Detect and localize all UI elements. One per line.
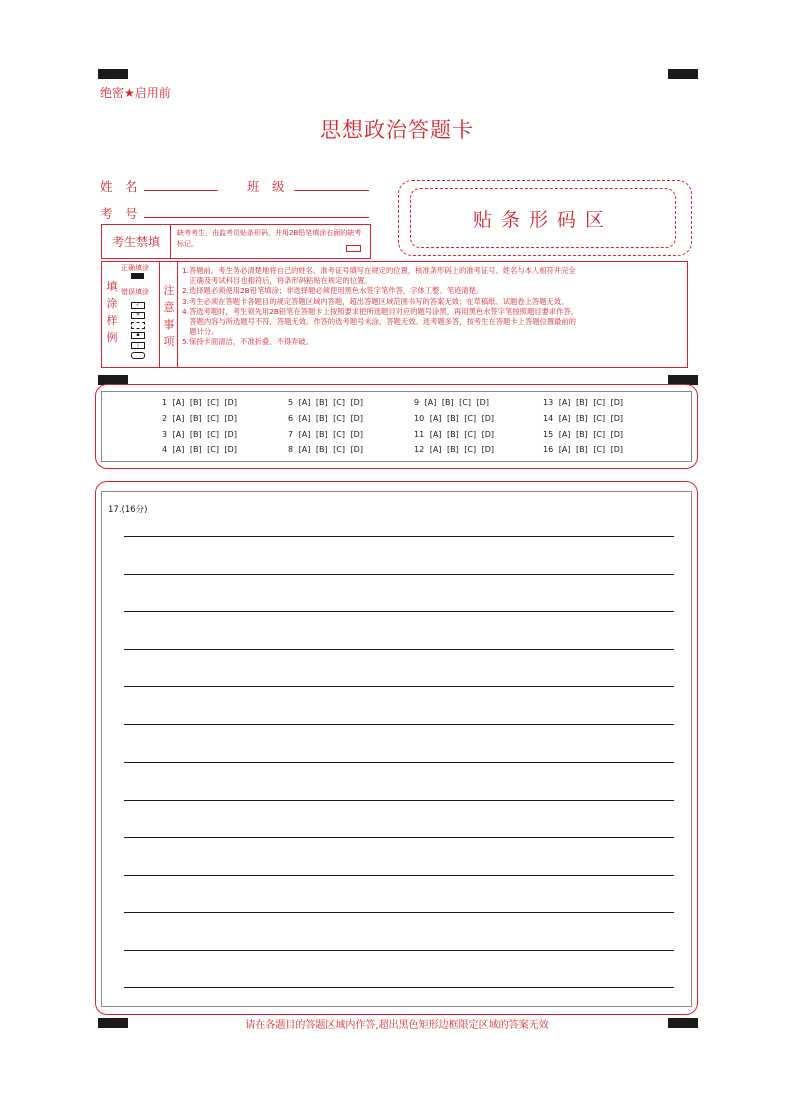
barcode-label: 贴条形码区 [472, 208, 613, 231]
forbidden-label: 考生禁填 [102, 225, 171, 258]
correct-fill-sample [131, 273, 144, 279]
wrong-fill-label: 错误填涂 [121, 288, 149, 296]
wrong-fill-check: ✓ [131, 302, 145, 309]
choice-row[interactable]: 11 [A] [B] [C] [D] [414, 430, 495, 439]
name-field[interactable] [144, 190, 218, 191]
answer-section-border [101, 491, 692, 1007]
answer-line[interactable] [124, 686, 674, 687]
choice-row[interactable]: 13 [A] [B] [C] [D] [543, 398, 624, 407]
question-17-label: 17.(16分) [108, 505, 148, 515]
answer-line[interactable] [124, 837, 674, 838]
answer-line[interactable] [124, 574, 674, 575]
class-field[interactable] [294, 190, 369, 191]
forbidden-text: 缺考考生，由监考员贴条形码，并用2B铅笔填涂右面的缺考标记。 [177, 229, 362, 248]
answer-line[interactable] [124, 800, 674, 801]
fill-example-heading: 填 涂 样 例 [106, 280, 118, 344]
choice-row[interactable]: 9 [A] [B] [C] [D] [414, 398, 489, 407]
choice-row[interactable]: 6 [A] [B] [C] [D] [288, 414, 363, 423]
choice-row[interactable]: 16 [A] [B] [C] [D] [543, 445, 624, 454]
choice-row[interactable]: 3 [A] [B] [C] [D] [162, 430, 237, 439]
notice-box [101, 261, 688, 368]
choice-row[interactable]: 10 [A] [B] [C] [D] [414, 414, 495, 423]
choice-row[interactable]: 7 [A] [B] [C] [D] [288, 430, 363, 439]
choice-row[interactable]: 15 [A] [B] [C] [D] [543, 430, 624, 439]
choice-row[interactable]: 4 [A] [B] [C] [D] [162, 445, 237, 454]
answer-line[interactable] [124, 536, 674, 537]
notice-item: 正确及考试科目也相符后，将条形码粘贴在规定的位置。 [182, 276, 372, 286]
exam-id-field[interactable] [144, 217, 369, 218]
secret-label: 绝密★启用前 [100, 86, 171, 100]
notice-item: 答题内容与所选题号不符，答题无效。作答的选考题号未涂，答题无效。选考题多答，按考生在答题卡上答题位置最前的 [182, 317, 577, 327]
answer-line[interactable] [124, 912, 674, 913]
choice-row[interactable]: 8 [A] [B] [C] [D] [288, 445, 363, 454]
footer-note: 请在各题目的答题区域内作答,超出黑色矩形边框限定区域的答案无效 [245, 1020, 549, 1031]
timing-mark [98, 69, 128, 79]
barcode-area [410, 188, 676, 248]
notice-item: 题计分。 [182, 327, 219, 337]
timing-mark [668, 69, 698, 79]
choice-row[interactable]: 14 [A] [B] [C] [D] [543, 414, 624, 423]
choice-row[interactable]: 1 [A] [B] [C] [D] [162, 398, 237, 407]
wrong-fill-line: | [131, 342, 145, 349]
answer-line[interactable] [124, 649, 674, 650]
notice-item: 5.保持卡面清洁，不准折叠、不得弄破。 [182, 337, 314, 347]
exam-id-label: 考 号 [100, 206, 138, 221]
answer-line[interactable] [124, 875, 674, 876]
notice-item: 2.选择题必须使用2B铅笔填涂；非选择题必须使用黑色水签字笔作答，字体工整、笔迹清楚。 [182, 286, 484, 296]
answer-line[interactable] [124, 724, 674, 725]
notice-item: 1.答题前，考生务必清楚地将自己的姓名、准考证号填写在规定的位置，核准条形码上的准考证号、姓名与本人相符并完全 [182, 266, 576, 275]
notice-item: 3.考生必须在答题卡各题目的规定答题区域内答题，超出答题区域范围书写的答案无效；在草稿纸、试题卷上答题无效。 [182, 296, 569, 306]
name-label: 姓 名 [100, 179, 138, 194]
choice-row[interactable]: 5 [A] [B] [C] [D] [288, 398, 363, 407]
answer-line[interactable] [124, 762, 674, 763]
answer-line[interactable] [124, 987, 674, 988]
wrong-fill-dash [131, 322, 145, 329]
notice-heading-column [160, 262, 178, 367]
answer-line[interactable] [124, 611, 674, 612]
page-title: 思想政治答题卡 [320, 118, 474, 142]
choice-row[interactable]: 12 [A] [B] [C] [D] [414, 445, 495, 454]
wrong-fill-circle [131, 352, 145, 359]
wrong-fill-partial: ▪ [131, 332, 145, 339]
answer-line[interactable] [124, 950, 674, 951]
notice-list [182, 266, 682, 348]
notice-item: 4.答选考题时，考生须先用2B铅笔在答题卡上按照要求把所选题目对应的题号涂黑，再用黑色水签字笔按照题目要求作答。 [182, 306, 579, 316]
absent-mark-box[interactable] [346, 245, 361, 252]
examinee-forbidden-box [101, 224, 371, 259]
class-label: 班 级 [247, 179, 285, 194]
notice-heading: 注 意 事 项 [163, 284, 175, 348]
fill-example-column [102, 262, 160, 367]
correct-fill-label: 正确填涂 [121, 264, 149, 272]
choice-row[interactable]: 2 [A] [B] [C] [D] [162, 414, 237, 423]
wrong-fill-cross: ✕ [131, 312, 145, 319]
